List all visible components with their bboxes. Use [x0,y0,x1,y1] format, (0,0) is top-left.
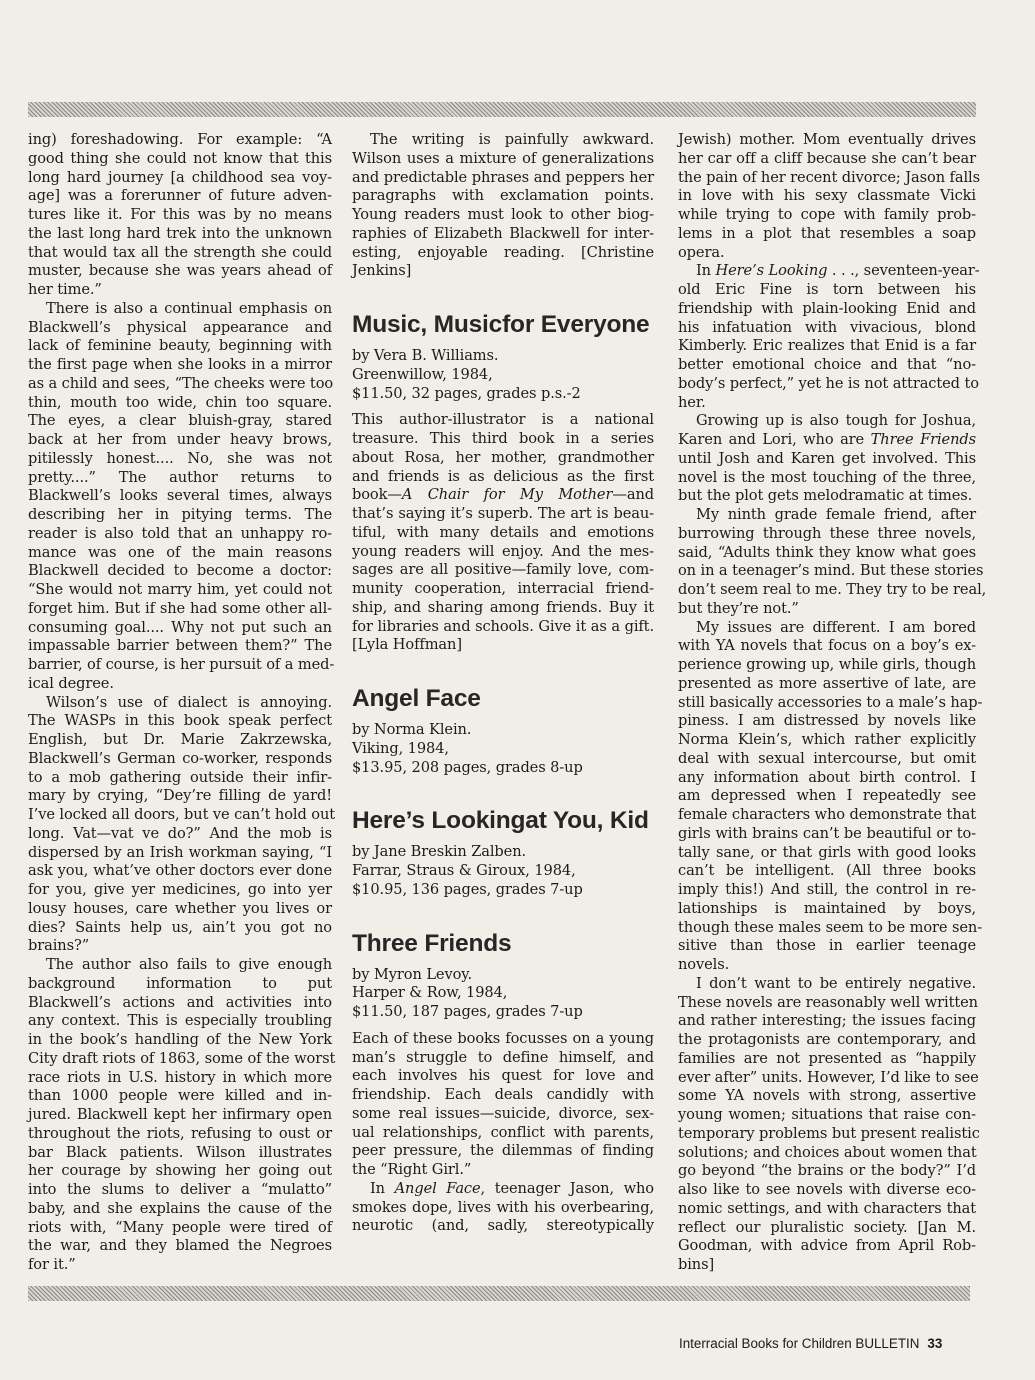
text-line: and predictable phrases and peppers her [352,168,654,186]
text-line: impassable barrier between them?” The [28,637,332,655]
text-line: go beyond “the brains or the body?” I’d [678,1162,976,1180]
text-line: for libraries and schools. Give it as a gift. [352,617,654,635]
text-line: smokes dope, lives with his overbearing, [352,1198,654,1216]
text-line: $11.50, 187 pages, grades 7-up [352,1003,583,1020]
text-line: imply this!) And still, the control in re- [678,881,976,898]
text-line: the “Right Girl.” [352,1161,472,1178]
text-line: Kimberly. Eric realizes that Enid is a far [678,337,976,355]
text-line: but the plot gets melodramatic at times. [678,487,973,505]
paragraph [28,131,332,300]
text-line: forget him. But if she had some other all- [28,599,332,617]
text-line: long hard journey [a childhood sea voy- [28,168,332,186]
text-line: am depressed when I repeatedly see [678,787,976,805]
page-footer [679,1336,942,1351]
text-line: pitilessly honest.... No, she was not [28,449,332,467]
text-line: paragraphs with exclamation points. [352,187,654,205]
text-line: female characters who demonstrate that [678,806,976,823]
text-line: novels. [678,956,730,973]
text-line: This author-illustrator is a national [352,411,654,429]
text-line: muster, because she was years ahead of [28,262,332,280]
text-line: by Vera B. Williams. [352,347,499,364]
text-line: Music, Music [352,311,503,338]
text-line: $10.95, 136 pages, grades 7-up [352,880,583,898]
text-line: My ninth grade female friend, after [696,506,976,523]
text-line: for it.” [28,1256,76,1273]
text-line: Blackwell’s actions and activities into [28,993,332,1011]
review-text [352,411,654,655]
paragraph [28,956,336,1275]
text-line: by Myron Levoy. [352,965,473,983]
text-line: tally sane, or that girls with good looks [678,843,976,861]
text-line: peer pressure, the dilemmas of finding [352,1142,654,1160]
text-line: Viking, 1984, [352,739,449,757]
review-heading [352,807,654,835]
text-line: Young readers must look to other biog- [352,206,654,223]
text-line: Growing up is also tough for Joshua, [696,412,976,430]
bottom-rule [28,1286,970,1301]
text-line: reader is also told that an unhappy ro- [28,524,332,542]
text-line: lems in a plot that resembles a soap [678,224,976,242]
text-line: lousy houses, care whether you lives or [28,899,332,917]
text-line: any context. This is especially troubling [28,1012,332,1030]
text-line: good thing she could not know that this [28,149,332,167]
publication-name: Interracial Books for Children BULLETIN [679,1336,920,1351]
text-line: into the slums to deliver a “mulatto” [28,1181,332,1198]
text-line: her courage by showing her going out [28,1162,332,1180]
review-text [352,1030,654,1180]
text-line: don’t seem real to me. They try to be real, [678,581,987,598]
text-line: in love with his sexy classmate Vicki [678,187,976,205]
text-line: her car off a cliff because she can’t bear [678,149,976,167]
text-line: sitive than those in earlier teenage [678,937,976,955]
text-line: any information about birth control. I [678,768,976,786]
book-credits [352,966,654,1022]
text-line: families are not presented as “happily [678,1049,976,1067]
text-line: $11.50, 32 pages, grades p.s.-2 [352,384,581,402]
text-line: but they’re not.” [678,599,799,617]
text-line: There is also a continual emphasis on [46,299,332,317]
review-heading [352,930,654,958]
text-line: neurotic (and, sadly, stereotypically [352,1217,654,1235]
text-line: riots with, “Many people were tired of [28,1218,332,1236]
text-line: Farrar, Straus & Giroux, 1984, [352,862,576,879]
book-credits [352,721,654,777]
paragraph [678,131,980,262]
text-line: perience growing up, while girls, though [678,656,976,673]
text-line: while trying to cope with family prob- [678,206,976,223]
text-line: I’ve locked all doors, but ve can’t hold out [28,806,336,823]
text-line: temporary problems but present realistic [678,1124,980,1142]
text-line: munity cooperation, interracial friend- [352,580,654,597]
text-line: The writing is painfully awkward. [370,131,654,148]
paragraph [28,299,335,694]
text-line: Goodman, with advice from April Rob- [678,1237,976,1255]
text-line: young readers will enjoy. And the mes- [352,542,654,560]
text-line: that would tax all the strength she could [28,243,332,261]
text-line: his infatuation with vivacious, blond [678,318,976,336]
review-text [352,1180,654,1236]
text-line: the protagonists are contemporary, and [678,1031,976,1048]
text-line: describing her in pitying terms. The [28,506,332,523]
text-line: English, but Dr. Marie Zakrzewska, [28,731,332,748]
text-line: burrowing through these three novels, [678,524,976,542]
text-line: sages are all positive—family love, com- [352,561,654,579]
review-heading [352,685,654,713]
text-line: Blackwell’s physical appearance and [28,318,332,336]
text-line: Wilson’s use of dialect is annoying. [46,693,332,711]
text-line: in the book’s handling of the New York [28,1031,332,1048]
text-line: In Angel Face, teenager Jason, who [370,1179,654,1197]
text-line: jured. Blackwell kept her infirmary open [28,1106,332,1123]
text-line: dispersed by an Irish workman saying, “I [28,843,332,861]
text-line: Each of these books focusses on a young [352,1029,654,1047]
text-line: Karen and Lori, who are Three Friends [678,431,977,448]
text-line: barrier, of course, is her pursuit of a med- [28,656,335,673]
text-line: Jewish) mother. Mom eventually drives [678,131,976,148]
text-line: Here’s Looking [352,807,526,835]
text-line: solutions; and choices about women that [678,1143,977,1161]
text-line: can’t be intelligent. (All three books [678,862,976,880]
text-line: ship, and sharing among friends. Buy it [352,598,654,616]
review-heading [352,311,654,339]
text-line: by Norma Klein. [352,721,472,738]
text-line: some real issues—suicide, divorce, sex- [352,1104,654,1122]
text-line: and friends is as delicious as the first [352,467,654,485]
text-line: her. [678,393,706,411]
text-line: bins] [678,1256,715,1273]
text-line: for Everyone [502,311,650,338]
text-line: The author also fails to give enough [46,956,332,973]
text-line: body’s perfect,” yet he is not attracted to [678,374,979,392]
text-line: age] was a forerunner of future adven- [28,187,332,205]
page-number: 33 [927,1336,943,1351]
paragraph [678,974,980,1275]
book-credits [352,347,654,403]
text-line: girls with brains can’t be beautiful or to- [678,824,976,842]
text-line: as a child and sees, “The cheeks were too [28,374,334,392]
text-line: lationships is maintained by boys, [678,899,976,917]
text-line: said, “Adults think they know what goes [678,543,976,561]
text-line: baby, and she explains the cause of the [28,1199,332,1217]
text-line: the first page when she looks in a mirror [28,356,332,373]
text-line: book—A Chair for My Mother—and [352,486,654,504]
text-line: ing) foreshadowing. For example: “A [28,131,332,148]
text-line: [Lyla Hoffman] [352,636,462,654]
text-line: ical degree. [28,674,114,692]
paragraph [678,506,987,619]
text-line: brains?” [28,937,90,955]
text-line: My issues are different. I am bored [696,618,976,636]
text-line: still basically accessories to a male’s hap- [678,693,983,711]
text-line: ever after” units. However, I’d like to see [678,1068,979,1086]
text-line: to a mob gathering outside their infir- [28,768,332,786]
text-line: with YA novels that focus on a boy’s ex- [678,637,976,655]
text-line: each involves his quest for love and [352,1067,654,1085]
text-line: ual relationships, conflict with parents, [352,1123,654,1141]
paragraph [678,618,983,975]
text-line: tiful, with many details and emotions [352,523,654,541]
text-line: by Jane Breskin Zalben. [352,843,527,861]
text-line: her time.” [28,281,102,298]
text-line: Greenwillow, 1984, [352,365,493,383]
text-line: Blackwell’s German co-worker, responds [28,749,332,767]
text-line: “She would not marry him, yet could not [28,581,332,598]
text-line: man’s struggle to define himself, and [352,1048,654,1066]
text-line: consuming goal.... Why not put such an [28,618,332,636]
text-line: on in a teenager’s mind. But these stories [678,562,984,580]
text-line: background information to put [28,974,332,992]
text-line: treasure. This third book in a series [352,430,654,447]
text-line: also like to see novels with diverse eco- [678,1181,976,1198]
text-line: mance was one of the main reasons [28,543,332,561]
text-line: and rather interesting; the issues facing [678,1012,976,1030]
text-line: the pain of her recent divorce; Jason falls [678,168,980,186]
text-line: Blackwell decided to become a doctor: [28,562,332,580]
text-line: about Rosa, her mother, grandmother [352,448,654,466]
text-line: presented as more assertive of late, are [678,674,976,692]
text-line: ask you, what’ve other doctors ever done [28,862,332,880]
text-line: friendship. Each deals candidly with [352,1086,654,1103]
text-line: though these males seem to be more sen- [678,918,983,936]
text-line: These novels are reasonably well written [678,993,978,1011]
text-line: tures like it. For this was by no means [28,206,332,223]
text-line: bar Black patients. Wilson illustrates [28,1143,332,1161]
text-line: at You, Kid [525,807,649,835]
text-line: long. Vat—vat ve do?” And the mob is [28,824,332,842]
text-line: nomic settings, and with characters that [678,1199,976,1217]
paragraph [678,412,976,506]
text-line: thin, mouth too wide, chin too square. [28,393,332,411]
text-line: better emotional choice and that “no- [678,356,976,373]
text-line: pretty....” The author returns to [28,468,332,486]
text-line: I don’t want to be entirely negative. [696,974,976,992]
text-line: lack of feminine beauty, beginning with [28,337,332,355]
text-line: back at her from under heavy brows, [28,431,332,448]
text-line: raphies of Elizabeth Blackwell for inter- [352,224,654,242]
text-line: The eyes, a clear bluish-gray, stared [28,412,332,430]
text-line: until Josh and Karen get involved. This [678,449,976,467]
text-line: Three Friends [352,929,512,957]
text-line: In Here’s Looking . . ., seventeen-year- [696,262,980,280]
text-line: Harper & Row, 1984, [352,984,508,1002]
text-line: Angel Face [352,685,481,712]
text-line: some YA novels with strong, assertive [678,1087,976,1105]
text-line: Norma Klein’s, which rather explicitly [678,731,976,748]
text-line: deal with sexual intercourse, but omit [678,749,976,767]
text-line: that’s saying it’s superb. The art is beau- [352,505,654,522]
text-line: the last long hard trek into the unknown [28,224,332,242]
text-line: Wilson uses a mixture of generalizations [352,149,654,167]
text-line: City draft riots of 1863, some of the worst [28,1049,336,1067]
text-line: dies? Saints help us, ain’t you got no [28,918,332,936]
text-line: young women; situations that raise con- [678,1106,976,1123]
paragraph [678,262,980,412]
text-line: race riots in U.S. history in which more [28,1068,332,1086]
text-line: esting, enjoyable reading. [Christine [352,243,654,261]
top-rule [28,102,976,117]
column-3 [678,131,987,1275]
paragraph [352,131,654,281]
column-1 [28,131,336,1275]
text-line: than 1000 people were killed and in- [28,1087,332,1105]
text-line: novel is the most touching of the three, [678,468,976,486]
book-credits [352,843,654,899]
text-line: The WASPs in this book speak perfect [28,712,332,730]
text-line: friendship with plain-looking Enid and [678,299,976,317]
text-line: throughout the riots, refusing to oust or [28,1124,332,1142]
text-line: for you, give yer medicines, go into yer [28,881,332,898]
text-line: reflect our pluralistic society. [Jan M. [678,1218,976,1236]
paragraph [28,693,336,957]
text-line: old Eric Fine is torn between his [678,281,976,298]
text-line: opera. [678,243,725,261]
text-line: mary by crying, “Dey’re filling de yard! [28,787,332,805]
text-line: $13.95, 208 pages, grades 8-up [352,758,583,776]
text-line: piness. I am distressed by novels like [678,712,976,730]
column-2 [352,131,654,1236]
text-line: Blackwell’s looks several times, always [28,487,332,505]
text-line: Jenkins] [352,262,412,280]
text-line: the war, and they blamed the Negroes [28,1237,332,1255]
